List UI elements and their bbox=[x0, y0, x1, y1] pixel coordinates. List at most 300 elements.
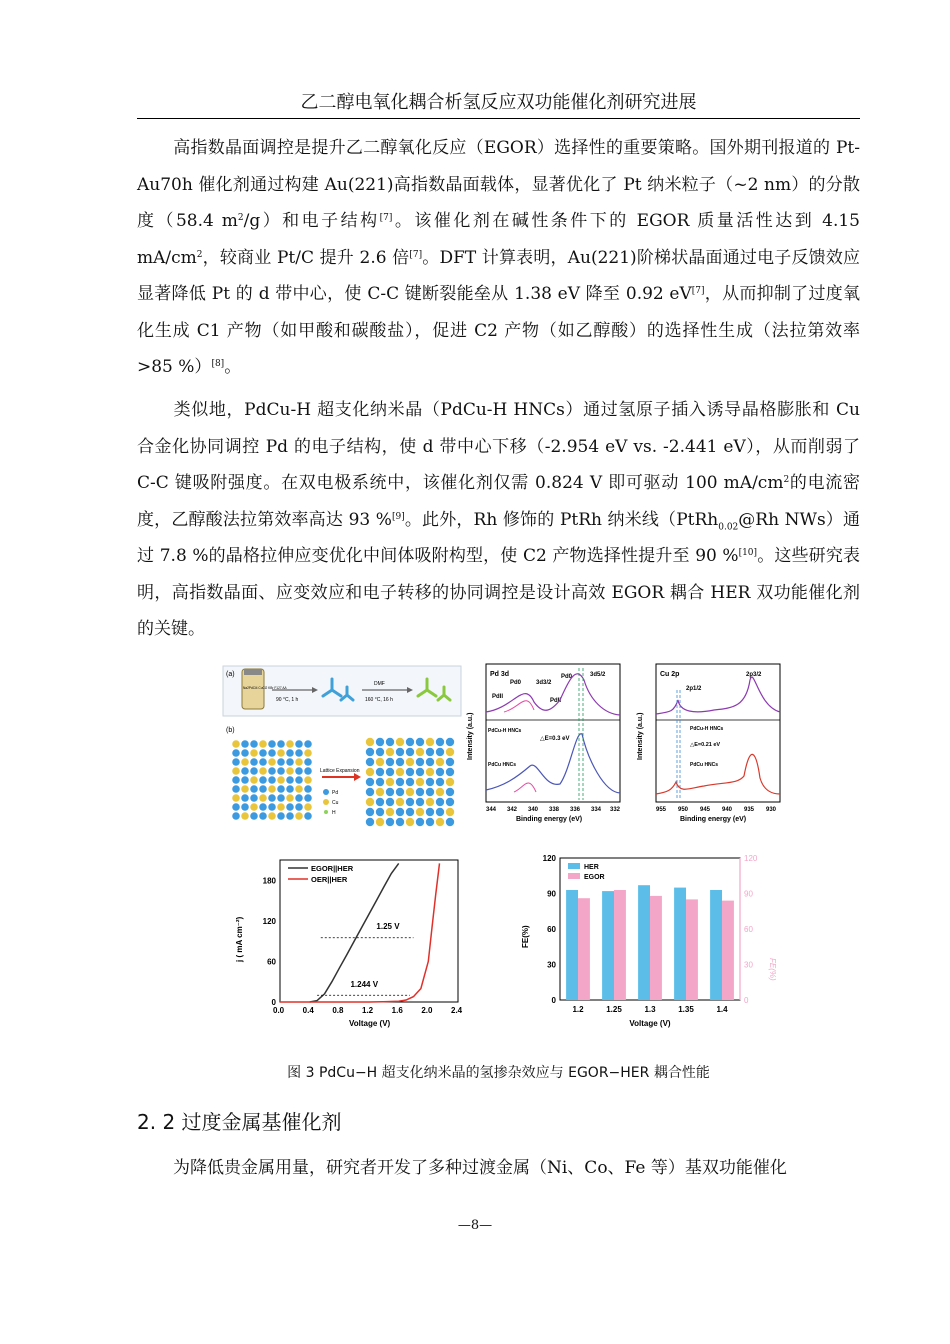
bar-her-1.35 bbox=[674, 888, 686, 1000]
p3-text: 为降低贵金属用量，研究者开发了多种过渡金属（Ni、Co、Fe 等）基双功能催化 bbox=[173, 1158, 787, 1178]
lattice-atom bbox=[277, 740, 285, 748]
lattice-atom bbox=[232, 758, 240, 766]
lattice-atom bbox=[376, 738, 384, 746]
lattice-atom bbox=[250, 758, 258, 766]
lattice-atom bbox=[366, 808, 374, 816]
lattice-atom bbox=[295, 803, 303, 811]
lattice-atom bbox=[286, 767, 294, 775]
lattice-atom bbox=[259, 776, 267, 784]
bar-her-1.4 bbox=[710, 890, 722, 1000]
lattice-atom bbox=[386, 788, 394, 796]
lattice-atom bbox=[259, 794, 267, 802]
lattice-atom bbox=[268, 812, 276, 820]
bar-legend-label: EGOR bbox=[584, 874, 605, 881]
xps-pd-tick: 334 bbox=[591, 807, 602, 813]
lattice-atom bbox=[232, 812, 240, 820]
lattice-atom bbox=[406, 738, 414, 746]
pd-legend-icon bbox=[323, 789, 329, 795]
paragraph-2 bbox=[137, 392, 860, 648]
h-legend-icon bbox=[324, 810, 328, 814]
bar-xtick: 1.2 bbox=[572, 1005, 584, 1014]
lattice-atom bbox=[366, 738, 374, 746]
bar-ytick-left: 30 bbox=[547, 960, 556, 970]
lattice-atom bbox=[250, 812, 258, 820]
lattice-atom bbox=[446, 788, 454, 796]
bar-xlabel: Voltage (V) bbox=[629, 1019, 671, 1028]
xps-cu-tick: 950 bbox=[678, 807, 689, 813]
lattice-atom bbox=[426, 768, 434, 776]
vial-cap bbox=[244, 669, 262, 675]
xps-pd-tick: 342 bbox=[507, 807, 518, 813]
lattice-atom bbox=[396, 748, 404, 756]
lattice-atom bbox=[426, 798, 434, 806]
polar-xtick: 0.8 bbox=[332, 1006, 344, 1015]
xps-pd-title: Pd 3d bbox=[490, 671, 510, 678]
lattice-atom bbox=[268, 767, 276, 775]
lattice-atom bbox=[366, 758, 374, 766]
panel-b-label: (b) bbox=[226, 727, 235, 734]
lattice-atom bbox=[416, 748, 424, 756]
polar-xtick: 1.2 bbox=[362, 1006, 374, 1015]
lattice-atom bbox=[250, 767, 258, 775]
xps-pd-series2: PdCu HNCs bbox=[488, 762, 517, 768]
lattice-atom bbox=[396, 788, 404, 796]
lattice-atom bbox=[286, 758, 294, 766]
xps-3d52: 3d5/2 bbox=[590, 672, 606, 678]
lattice-atom bbox=[416, 818, 424, 826]
lattice-atom bbox=[446, 778, 454, 786]
p1-text-7: 。 bbox=[224, 357, 242, 377]
lattice-atom bbox=[426, 808, 434, 816]
lattice-atom bbox=[232, 767, 240, 775]
lattice-atom bbox=[295, 794, 303, 802]
lattice-atom bbox=[406, 808, 414, 816]
lattice-atom bbox=[446, 758, 454, 766]
p1-sup-2: 2 bbox=[196, 249, 203, 260]
lattice-atom bbox=[232, 803, 240, 811]
lattice-atom bbox=[416, 758, 424, 766]
lattice-atom bbox=[396, 818, 404, 826]
xps-pd-xlabel: Binding energy (eV) bbox=[516, 816, 583, 823]
lattice-atom bbox=[396, 738, 404, 746]
lattice-atom bbox=[386, 768, 394, 776]
lattice-atom bbox=[426, 788, 434, 796]
bar-ytick-left: 120 bbox=[542, 854, 556, 863]
step2-bottom-label: 160 °C, 16 h bbox=[365, 697, 393, 703]
lattice-atom bbox=[295, 776, 303, 784]
panel-b-lattice bbox=[222, 722, 462, 830]
lattice-atom bbox=[241, 758, 249, 766]
figure-3 bbox=[222, 660, 782, 1040]
xps-cu-chart bbox=[634, 660, 784, 825]
lattice-atom bbox=[436, 798, 444, 806]
bar-ytick-right: 30 bbox=[744, 960, 753, 970]
lattice-atom bbox=[406, 778, 414, 786]
lattice-atom bbox=[286, 776, 294, 784]
lattice-atom bbox=[376, 778, 384, 786]
lattice-atom bbox=[366, 798, 374, 806]
bar-legend-swatch bbox=[568, 863, 580, 869]
bar-legend-label: HER bbox=[584, 864, 599, 871]
lattice-atom bbox=[406, 818, 414, 826]
xps-3d32: 3d3/2 bbox=[536, 680, 552, 686]
section-heading: 2. 2 过度金属基催化剂 bbox=[137, 1110, 342, 1134]
page-number: —8— bbox=[457, 1218, 493, 1233]
lattice-atom bbox=[232, 776, 240, 784]
polarization-chart bbox=[222, 852, 468, 1032]
lattice-atom bbox=[286, 812, 294, 820]
lattice-atom bbox=[416, 798, 424, 806]
lattice-atom bbox=[416, 778, 424, 786]
step2-top-label: DMF bbox=[374, 681, 385, 687]
lattice-atom bbox=[426, 738, 434, 746]
figure-caption: 图 3 PdCu−H 超支化纳米晶的氢掺杂效应与 EGOR−HER 耦合性能 bbox=[287, 1065, 710, 1081]
polar-ytick: 180 bbox=[262, 876, 276, 886]
bar-egor-1.35 bbox=[686, 899, 698, 1000]
p1-ref-2[interactable]: [7] bbox=[409, 249, 423, 260]
lattice-atom bbox=[259, 812, 267, 820]
lattice-atom bbox=[446, 738, 454, 746]
p2-text-1: 类似地，PdCu-H 超支化纳米晶（PdCu-H HNCs）通过氢原子插入诱导晶格膨胀和 Cu 合金化协同调控 Pd 的电子结构，使 d 带中心下移（-2.954 eV vs. -2.441 eV），从而削弱了 C-C 键吸附强度。在双电极系统中，该催化剂仅需 0.824 V 即可驱动 100 mA/cm bbox=[137, 400, 860, 493]
xps-pd-tick: 344 bbox=[486, 807, 497, 813]
lattice-atom bbox=[259, 785, 267, 793]
lattice-atom bbox=[268, 785, 276, 793]
lattice-atom bbox=[376, 748, 384, 756]
bar-egor-1.2 bbox=[578, 898, 590, 1000]
bar-her-1.2 bbox=[566, 890, 578, 1000]
lattice-atom bbox=[436, 818, 444, 826]
lattice-atom bbox=[295, 785, 303, 793]
polar-ytick: 0 bbox=[271, 998, 276, 1007]
running-header: 乙二醇电氧化耦合析氢反应双功能催化剂研究进展 bbox=[300, 92, 697, 113]
lattice-atom bbox=[446, 818, 454, 826]
polar-ytick: 120 bbox=[262, 916, 276, 926]
lattice-atom bbox=[446, 808, 454, 816]
lattice-atom bbox=[259, 803, 267, 811]
lattice-atom bbox=[304, 803, 312, 811]
xps-cu-tick: 935 bbox=[744, 807, 755, 813]
xps-pd-shift: △E=0.3 eV bbox=[540, 736, 570, 742]
paragraph-1 bbox=[137, 130, 860, 386]
lattice-atom bbox=[376, 798, 384, 806]
p2-text-3: 。此外，Rh 修饰的 PtRh 纳米线（PtRh bbox=[404, 509, 719, 530]
bar-xtick: 1.25 bbox=[606, 1005, 622, 1014]
xps-cu-2p12: 2p1/2 bbox=[686, 686, 702, 692]
lattice-atom bbox=[396, 778, 404, 786]
xps-pd2-b: PdII bbox=[550, 698, 562, 704]
lattice-atom bbox=[304, 767, 312, 775]
lattice-atom bbox=[426, 748, 434, 756]
lattice-atom bbox=[241, 803, 249, 811]
p2-ref-1[interactable]: [9] bbox=[391, 511, 405, 522]
polar-xtick: 0.4 bbox=[302, 1006, 314, 1015]
lattice-atom bbox=[295, 812, 303, 820]
lattice-atom bbox=[250, 803, 258, 811]
lattice-atom bbox=[232, 794, 240, 802]
bar-her-1.25 bbox=[602, 891, 614, 1000]
lattice-atom bbox=[268, 794, 276, 802]
lattice-atom bbox=[259, 758, 267, 766]
xps-cu-series2: PdCu HNCs bbox=[690, 762, 719, 768]
lattice-atom bbox=[232, 740, 240, 748]
paragraph-3 bbox=[137, 1150, 860, 1187]
lattice-atom bbox=[295, 740, 303, 748]
lattice-atom bbox=[366, 818, 374, 826]
lattice-atom bbox=[286, 803, 294, 811]
lattice-atom bbox=[416, 768, 424, 776]
bar-xtick: 1.35 bbox=[678, 1005, 694, 1014]
lattice-atom bbox=[406, 768, 414, 776]
lattice-atom bbox=[446, 798, 454, 806]
lattice-atom bbox=[286, 740, 294, 748]
lattice-atom bbox=[268, 776, 276, 784]
lattice-atom bbox=[277, 767, 285, 775]
xps-pd-tick: 340 bbox=[528, 807, 539, 813]
lattice-atom bbox=[416, 738, 424, 746]
p2-sub-1: 0.02 bbox=[718, 521, 739, 532]
lattice-atom bbox=[250, 776, 258, 784]
p2-ref-2[interactable]: [10] bbox=[738, 548, 758, 558]
xps-pd-tick: 338 bbox=[549, 807, 560, 813]
xps-pd2-a: PdII bbox=[492, 694, 504, 700]
lattice-atom bbox=[268, 758, 276, 766]
lattice-atom bbox=[396, 758, 404, 766]
cu-legend-icon bbox=[323, 799, 329, 805]
lattice-atom bbox=[396, 808, 404, 816]
bar-xtick: 1.4 bbox=[716, 1005, 728, 1014]
xps-pd-series1: PdCu-H HNCs bbox=[488, 728, 522, 734]
lattice-atom bbox=[241, 812, 249, 820]
xps-cu-series1: PdCu-H HNCs bbox=[690, 726, 724, 732]
lattice-atom bbox=[396, 768, 404, 776]
polar-xtick: 1.6 bbox=[391, 1006, 403, 1015]
lattice-atom bbox=[386, 748, 394, 756]
lattice-atom bbox=[250, 740, 258, 748]
xps-pd-tick: 336 bbox=[570, 807, 581, 813]
lattice-atom bbox=[277, 785, 285, 793]
p1-sup-1: 2 bbox=[237, 213, 244, 223]
lattice-atom bbox=[241, 776, 249, 784]
p1-text-4: ，较商业 Pt/C 提升 2.6 倍 bbox=[202, 247, 410, 268]
p1-ref-1[interactable]: [7] bbox=[379, 213, 393, 223]
lattice-atom bbox=[241, 794, 249, 802]
p1-ref-4[interactable]: [8] bbox=[211, 359, 225, 369]
lattice-atom bbox=[304, 812, 312, 820]
polar-xtick: 0.0 bbox=[273, 1006, 285, 1015]
lattice-atom bbox=[250, 794, 258, 802]
lattice-atom bbox=[426, 778, 434, 786]
lattice-atom bbox=[286, 749, 294, 757]
bar-ylabel-left: FE(%) bbox=[521, 925, 530, 948]
panel-a-synthesis bbox=[222, 665, 462, 717]
bar-xtick: 1.3 bbox=[644, 1005, 656, 1014]
lattice-atom bbox=[386, 798, 394, 806]
lattice-atom bbox=[366, 788, 374, 796]
lattice-atom bbox=[277, 803, 285, 811]
p2-text-2: 的电流密度，乙醇酸法拉第效率高达 93 % bbox=[137, 473, 861, 530]
lattice-atom bbox=[259, 767, 267, 775]
lattice-atom bbox=[277, 758, 285, 766]
h-legend-label: H bbox=[332, 810, 336, 816]
bar-ytick-right: 0 bbox=[744, 996, 749, 1005]
bar-her-1.3 bbox=[638, 885, 650, 1000]
xps-cu-tick: 945 bbox=[700, 807, 711, 813]
lattice-atom bbox=[376, 788, 384, 796]
p1-text-6: ，从而抑制了过度氧化生成 C1 产物（如甲酸和碳酸盐），促进 C2 产物（如乙醇酸）的选择性生成（法拉第效率>85 %） bbox=[137, 284, 861, 377]
bar-ytick-right: 60 bbox=[744, 925, 753, 934]
panel-a-label: (a) bbox=[226, 671, 235, 678]
lattice-atom bbox=[406, 788, 414, 796]
bar-egor-1.25 bbox=[614, 890, 626, 1000]
lattice-atom bbox=[406, 748, 414, 756]
polar-xtick: 2.0 bbox=[421, 1006, 433, 1015]
lattice-atom bbox=[386, 738, 394, 746]
polar-xlabel: Voltage (V) bbox=[349, 1019, 391, 1028]
xps-cu-shift: △E=0.21 eV bbox=[690, 742, 721, 748]
lattice-atom bbox=[286, 785, 294, 793]
lattice-atom bbox=[406, 758, 414, 766]
polar-ylabel: j ( mA cm⁻²) bbox=[235, 916, 244, 962]
pd-legend-label: Pd bbox=[332, 790, 339, 796]
lattice-atom bbox=[436, 738, 444, 746]
xps-cu-curve-top bbox=[656, 677, 780, 714]
step1-label: 90 °C, 1 h bbox=[276, 697, 299, 703]
lattice-atom bbox=[250, 749, 258, 757]
lattice-atom bbox=[304, 776, 312, 784]
lattice-atom bbox=[304, 749, 312, 757]
lattice-atom bbox=[376, 768, 384, 776]
header-rule bbox=[137, 118, 860, 119]
polar-ann-2: 1.244 V bbox=[350, 980, 379, 990]
lattice-atom bbox=[232, 749, 240, 757]
polar-legend-label: EGOR||HER bbox=[311, 864, 354, 873]
lattice-atom bbox=[241, 740, 249, 748]
lattice-atom bbox=[295, 758, 303, 766]
lattice-atom bbox=[376, 818, 384, 826]
polar-ytick: 60 bbox=[267, 957, 276, 967]
p1-text-2: /g）和电子结构 bbox=[243, 211, 380, 231]
lattice-atom bbox=[250, 785, 258, 793]
xps-pd-chart bbox=[464, 660, 624, 825]
polar-xtick: 2.4 bbox=[451, 1006, 463, 1015]
lattice-before bbox=[232, 740, 312, 820]
lattice-atom bbox=[376, 808, 384, 816]
xps-cu-2p32: 2p3/2 bbox=[746, 672, 762, 678]
xps-cu-tick: 930 bbox=[766, 807, 777, 813]
lattice-atom bbox=[436, 758, 444, 766]
lattice-atom bbox=[426, 758, 434, 766]
p2-text-4: @Rh NWs）通过 7.8 %的晶格拉伸应变优化中间体吸附构型，使 C2 产物选择性提升至 90 % bbox=[137, 509, 861, 566]
lattice-atom bbox=[304, 740, 312, 748]
lattice-after bbox=[366, 738, 454, 826]
lattice-atom bbox=[268, 803, 276, 811]
xps-pd-ylabel: Intensity (a.u.) bbox=[467, 712, 474, 760]
lattice-atom bbox=[416, 808, 424, 816]
lattice-atom bbox=[396, 798, 404, 806]
lattice-atom bbox=[386, 778, 394, 786]
lattice-atom bbox=[241, 749, 249, 757]
lattice-atom bbox=[268, 740, 276, 748]
xps-pd-tick: 332 bbox=[610, 807, 621, 813]
lattice-atom bbox=[436, 748, 444, 756]
p1-text-5: 。DFT 计算表明，Au(221)阶梯状晶面通过电子反馈效应显著降低 Pt 的 d 带中心，使 C-C 键断裂能垒从 1.38 eV 降至 0.92 eV bbox=[137, 247, 861, 304]
lattice-atom bbox=[446, 768, 454, 776]
xps-pd0-b: Pd0 bbox=[561, 674, 573, 680]
bar-egor-1.3 bbox=[650, 896, 662, 1000]
bar-legend-swatch bbox=[568, 873, 580, 879]
lattice-atom bbox=[436, 768, 444, 776]
lattice-atom bbox=[366, 768, 374, 776]
xps-cu-ylabel: Intensity (a.u.) bbox=[637, 712, 644, 760]
lattice-atom bbox=[295, 749, 303, 757]
lattice-atom bbox=[386, 758, 394, 766]
lattice-atom bbox=[304, 758, 312, 766]
p2-sup-1: 2 bbox=[783, 475, 790, 485]
lattice-atom bbox=[366, 748, 374, 756]
bar-ytick-left: 90 bbox=[547, 889, 556, 899]
lattice-atom bbox=[277, 812, 285, 820]
bar-ytick-left: 60 bbox=[547, 925, 556, 934]
lattice-atom bbox=[386, 808, 394, 816]
lattice-atom bbox=[376, 758, 384, 766]
lattice-atom bbox=[386, 818, 394, 826]
lattice-atom bbox=[426, 818, 434, 826]
lattice-atom bbox=[406, 798, 414, 806]
lattice-atom bbox=[259, 749, 267, 757]
lattice-atom bbox=[436, 808, 444, 816]
p1-text-3: 。该催化剂在碱性条件下的 EGOR 质量活性达到 4.15 mA/cm bbox=[137, 211, 860, 268]
lattice-expansion-label: Lattice Expansion bbox=[320, 768, 360, 774]
xps-cu-tick: 955 bbox=[656, 807, 667, 813]
bar-ytick-left: 0 bbox=[551, 996, 556, 1005]
p1-text-1: 高指数晶面调控是提升乙二醇氧化反应（EGOR）选择性的重要策略。国外期刊报道的 Pt-Au70h 催化剂通过构建 Au(221)高指数晶面载体，显著优化了 Pt 纳米粒子（~2 nm）的分散度（58.4 m bbox=[137, 138, 860, 231]
lattice-atom bbox=[416, 788, 424, 796]
polar-legend-label: OER||HER bbox=[311, 875, 348, 884]
fe-bar-chart bbox=[492, 848, 782, 1032]
cu-legend-label: Cu bbox=[332, 800, 339, 806]
lattice-atom bbox=[436, 788, 444, 796]
lattice-atom bbox=[286, 794, 294, 802]
lattice-atom bbox=[232, 785, 240, 793]
lattice-atom bbox=[446, 748, 454, 756]
p2-text-5: 。这些研究表明，高指数晶面、应变效应和电子转移的协同调控是设计高效 EGOR 耦合 HER 双功能催化剂的关键。 bbox=[137, 546, 860, 639]
xps-cu-curve-bottom bbox=[656, 754, 780, 794]
lattice-atom bbox=[304, 785, 312, 793]
lattice-atom bbox=[436, 778, 444, 786]
lattice-atom bbox=[277, 749, 285, 757]
xps-pd0-a: Pd0 bbox=[510, 680, 522, 686]
lattice-atom bbox=[304, 794, 312, 802]
p1-ref-3[interactable]: [7] bbox=[691, 286, 705, 296]
lattice-atom bbox=[366, 778, 374, 786]
xps-pd-fit-bottom bbox=[514, 783, 536, 792]
bar-ytick-right: 120 bbox=[744, 854, 758, 863]
lattice-atom bbox=[277, 794, 285, 802]
vial-text: Na2PdCl4 CuCl2 KBr F127 AA bbox=[243, 686, 287, 690]
lattice-atom bbox=[259, 740, 267, 748]
bar-ylabel-right: FE(%) bbox=[768, 958, 777, 981]
lattice-atom bbox=[277, 776, 285, 784]
xps-cu-title: Cu 2p bbox=[660, 671, 680, 678]
polar-ann-1: 1.25 V bbox=[376, 921, 400, 931]
bar-egor-1.4 bbox=[722, 901, 734, 1000]
xps-cu-tick: 940 bbox=[722, 807, 733, 813]
xps-cu-xlabel: Binding energy (eV) bbox=[680, 816, 747, 823]
lattice-atom bbox=[268, 749, 276, 757]
bar-ytick-right: 90 bbox=[744, 889, 753, 899]
lattice-atom bbox=[241, 785, 249, 793]
lattice-atom bbox=[241, 767, 249, 775]
